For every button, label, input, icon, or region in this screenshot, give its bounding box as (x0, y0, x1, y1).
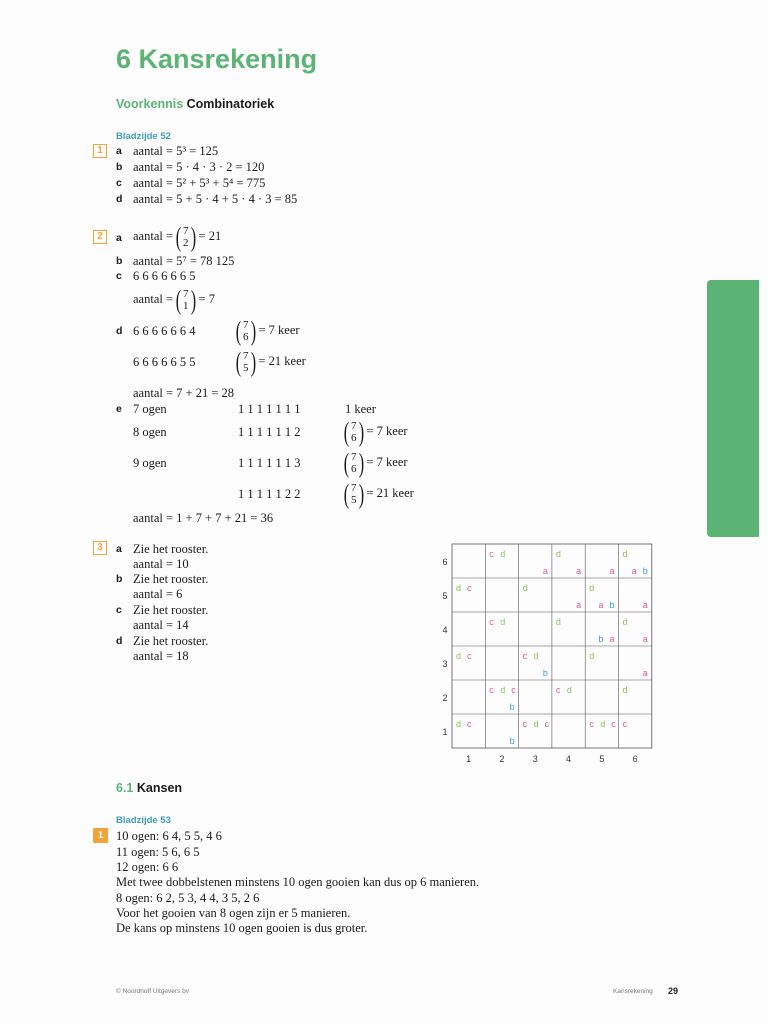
answer-line: aantal = ( 7 1 ) = 7 (133, 284, 215, 315)
grid-cell-letter: a (642, 600, 648, 610)
item-label: c (116, 270, 122, 282)
answer-line: De kans op minstens 10 ogen gooien is dus groter. (116, 921, 368, 935)
grid-cell-letter: b (598, 634, 604, 644)
grid-cell-letter: c (511, 685, 516, 695)
grid-cell-letter: d (589, 583, 595, 593)
grid-y-label: 2 (442, 693, 448, 703)
grid-cell-letter: b (642, 566, 648, 576)
answer-line: 1 1 1 1 1 1 1 (238, 402, 301, 416)
grid-cell-letter: c (555, 685, 561, 695)
grid-cell-letter: c (489, 685, 494, 695)
grid-cell-letter: a (631, 566, 637, 576)
grid-y-label: 6 (442, 557, 448, 567)
grid-y-label: 1 (442, 727, 448, 737)
answer-line: aantal = 6 (133, 587, 183, 601)
grid-y-label: 5 (442, 591, 448, 601)
answer-line: 1 1 1 1 1 1 3 (238, 456, 301, 470)
answer-line: Met twee dobbelstenen minstens 10 ogen gooien kan dus op 6 manieren. (116, 875, 480, 889)
item-label: a (116, 145, 122, 157)
answer-line: 1 1 1 1 1 2 2 (238, 487, 301, 501)
answer-line: 8 ogen: 6 2, 5 3, 4 4, 3 5, 2 6 (116, 891, 260, 905)
answer-line: 6 6 6 6 6 5 5 (133, 355, 196, 369)
binomial: ( 7 5 ) (343, 478, 364, 509)
binomial: ( 7 6 ) (343, 447, 364, 478)
answer-line: aantal = 5⁷ = 78 125 (133, 254, 235, 268)
answer-line: 9 ogen (133, 456, 167, 470)
answer-line: Zie het rooster. (133, 634, 209, 648)
answer-line: aantal = 5 · 4 · 3 · 2 = 120 (133, 160, 265, 174)
item-label: b (116, 573, 123, 585)
binomial: ( 7 6 ) (343, 416, 364, 447)
exercise-number: 2 (93, 230, 107, 244)
section-prefix: Voorkennis (116, 97, 184, 111)
grid-cell-letter: a (609, 634, 615, 644)
answer-line: aantal = 14 (133, 618, 189, 632)
grid-y-label: 4 (442, 625, 448, 635)
grid-cell-letter: a (542, 566, 548, 576)
answer-line: aantal = 5² + 5³ + 5⁴ = 775 (133, 176, 266, 190)
item-label: d (116, 635, 123, 647)
grid-cell-letter: c (589, 719, 594, 729)
grid-cell-letter: d (555, 617, 561, 627)
grid-cell-letter: a (642, 634, 648, 644)
grid-cell-letter: d (622, 549, 628, 559)
grid-y-label: 3 (442, 659, 448, 669)
grid-cell-letter: c (467, 583, 472, 593)
answer-line: aantal = 5³ = 125 (133, 144, 219, 158)
grid-x-label: 3 (532, 754, 538, 764)
grid-cell-letter: d (500, 617, 506, 627)
chapter-title: 6 Kansrekening (116, 44, 318, 74)
dice-grid-svg (438, 540, 668, 770)
answer-line: aantal = 10 (133, 557, 189, 571)
section-heading-voorkennis (116, 97, 274, 111)
grid-cell-letter: c (522, 651, 528, 661)
answer-line: Voor het gooien van 8 ogen zijn er 5 manieren. (116, 906, 351, 920)
section-title: Kansen (136, 781, 183, 795)
grid-cell-letter: b (542, 668, 548, 678)
grid-cell-letter: d (566, 685, 572, 695)
answer-line: Zie het rooster. (133, 542, 209, 556)
answer-line: 12 ogen: 6 6 (116, 860, 179, 874)
grid-cell-letter: d (500, 549, 506, 559)
answer-line: 6 6 6 6 6 6 4 (133, 324, 196, 338)
answer-line: 10 ogen: 6 4, 5 5, 4 6 (116, 829, 222, 843)
page-number: 29 (668, 986, 679, 996)
grid-x-label: 2 (499, 754, 505, 764)
item-label: a (116, 543, 122, 555)
grid-cell-letter: a (576, 566, 582, 576)
item-label: e (116, 403, 122, 415)
answer-line: 11 ogen: 5 6, 6 5 (116, 845, 200, 859)
grid-cell-letter: c (611, 719, 616, 729)
exercise-number: 1 (93, 144, 107, 158)
answer-line: 1 1 1 1 1 1 2 (238, 425, 301, 439)
section-prefix: 6.1 (116, 781, 134, 795)
answer-line: aantal = 18 (133, 649, 189, 663)
item-label: b (116, 161, 123, 173)
grid-cell-letter: d (533, 651, 539, 661)
grid-cell-letter: d (555, 549, 561, 559)
grid-cell-letter: c (522, 719, 528, 729)
item-label: d (116, 193, 123, 205)
grid-cell-letter: c (467, 651, 472, 661)
grid-cell-letter: d (622, 685, 628, 695)
grid-cell-letter: a (609, 566, 615, 576)
grid-cell-letter: b (509, 736, 515, 746)
answer-line: ( 7 5 ) = 21 keer (343, 478, 414, 509)
page-reference: Bladzijde 53 (116, 815, 171, 826)
grid-cell-letter: d (589, 651, 595, 661)
grid-cell-letter: d (456, 719, 462, 729)
exercise-number: 1 (93, 828, 108, 843)
answer-line: ( 7 6 ) = 7 keer (343, 447, 408, 478)
item-label: d (116, 325, 123, 337)
grid-cell-letter: c (544, 719, 550, 729)
dice-grid (438, 540, 668, 770)
item-label: c (116, 604, 122, 616)
answer-line: aantal = ( 7 2 ) = 21 (133, 221, 222, 252)
item-label: c (116, 177, 122, 189)
grid-x-label: 1 (466, 754, 472, 764)
answer-line: aantal = 7 + 21 = 28 (133, 386, 234, 400)
grid-cell-letter: a (642, 668, 648, 678)
exercise-number: 3 (93, 541, 107, 555)
answer-line: ( 7 6 ) = 7 keer (235, 315, 300, 346)
answer-line: ( 7 5 ) = 21 keer (235, 346, 306, 377)
binomial: ( 7 1 ) (175, 284, 196, 315)
grid-cell-letter: d (500, 685, 506, 695)
grid-x-label: 6 (632, 754, 638, 764)
grid-cell-letter: c (489, 617, 494, 627)
answer-line: 1 keer (345, 402, 376, 416)
answer-line: aantal = 5 + 5 · 4 + 5 · 4 · 3 = 85 (133, 192, 298, 206)
grid-cell-letter: d (456, 651, 462, 661)
grid-cell-letter: b (609, 600, 615, 610)
chapter-side-tab (707, 280, 759, 537)
grid-cell-letter: b (509, 702, 515, 712)
grid-cell-letter: d (533, 719, 539, 729)
answer-line: aantal = 1 + 7 + 7 + 21 = 36 (133, 511, 274, 525)
grid-cell-letter: d (456, 583, 462, 593)
answer-line: Zie het rooster. (133, 572, 209, 586)
grid-x-label: 4 (566, 754, 572, 764)
grid-cell-letter: c (489, 549, 494, 559)
answer-line: 6 6 6 6 6 6 5 (133, 269, 196, 283)
grid-cell-letter: a (598, 600, 604, 610)
grid-cell-letter: d (522, 583, 528, 593)
binomial: ( 7 2 ) (175, 221, 196, 252)
section-heading-kansen (116, 781, 182, 795)
answer-line: ( 7 6 ) = 7 keer (343, 416, 408, 447)
grid-cell-letter: d (622, 617, 628, 627)
grid-cell-letter: c (622, 719, 627, 729)
grid-cell-letter: a (576, 600, 582, 610)
item-label: a (116, 232, 122, 244)
grid-x-label: 5 (599, 754, 605, 764)
answer-line: Zie het rooster. (133, 603, 209, 617)
binomial: ( 7 5 ) (235, 346, 256, 377)
grid-cell-letter: c (467, 719, 472, 729)
footer-copyright: © Noordhoff Uitgevers bv (116, 988, 189, 995)
section-title: Combinatoriek (186, 97, 275, 111)
item-label: b (116, 255, 123, 267)
answer-line: 7 ogen (133, 402, 167, 416)
footer-chapter: Kansrekening (613, 988, 653, 995)
answer-line: 8 ogen (133, 425, 167, 439)
binomial: ( 7 6 ) (235, 315, 256, 346)
page-reference: Bladzijde 52 (116, 131, 171, 142)
grid-cell-letter: d (600, 719, 606, 729)
